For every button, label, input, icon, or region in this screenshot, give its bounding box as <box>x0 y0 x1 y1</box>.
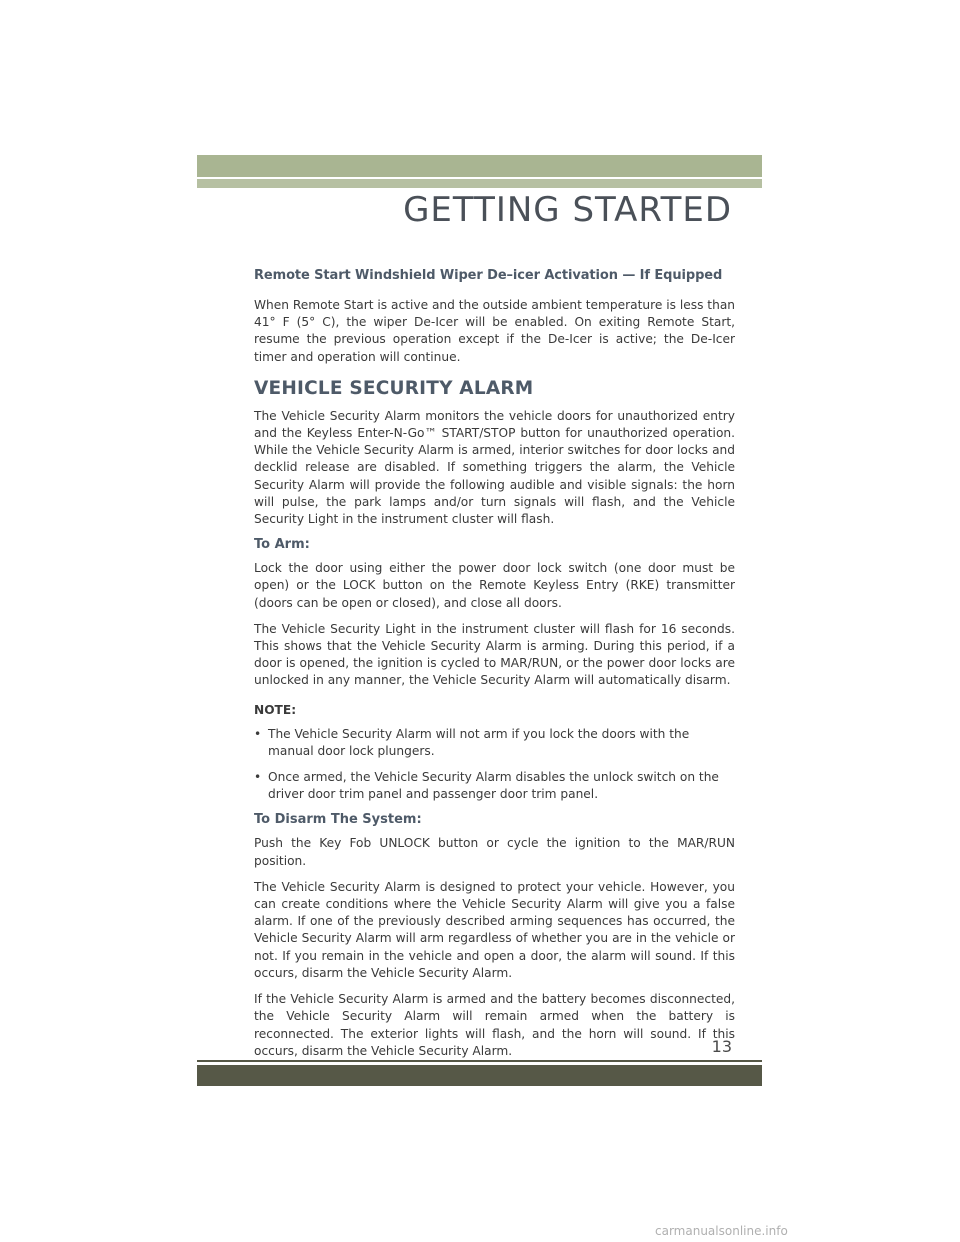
to-disarm-paragraph: The Vehicle Security Alarm is designed to protect your vehicle. However, you can create conditions where the Vehicle Security Alarm will give you a false alarm. If one of the previously described arming sequences has occurred, the Vehicle Security Alarm will arm regardless of whether you are in the vehicle or not. If you remain in the vehicle and open a door, the alarm will sound. If this occurs, disarm the Vehicle Security Alarm. <box>254 879 735 980</box>
watermark: carmanualsonline.info <box>655 1224 788 1238</box>
page-number: 13 <box>711 1037 732 1056</box>
footer-rule <box>197 1060 762 1062</box>
note-item <box>254 769 735 803</box>
bullet-icon: • <box>254 726 262 741</box>
security-alarm-heading: VEHICLE SECURITY ALARM <box>254 377 534 399</box>
header-bar-stripe <box>197 179 762 188</box>
note-item-text: Once armed, the Vehicle Security Alarm disables the unlock switch on the driver door trim panel and passenger door trim panel. <box>268 770 719 802</box>
bullet-icon: • <box>254 770 262 785</box>
page-content <box>254 268 735 1069</box>
to-disarm-paragraph: If the Vehicle Security Alarm is armed and the battery becomes disconnected, the Vehicle Security Alarm will remain armed when the battery is reconnected. The exterior lights will flash, and the horn will sound. If this occurs, disarm the Vehicle Security Alarm. <box>254 992 735 1058</box>
note-item-text: The Vehicle Security Alarm will not arm if you lock the doors with the manual door lock plungers. <box>268 726 690 758</box>
header-bar <box>197 155 762 177</box>
note-label: NOTE: <box>254 702 297 717</box>
security-alarm-body: The Vehicle Security Alarm monitors the vehicle doors for unauthorized entry and the Keyless Enter-N-Go™ START/STOP button for unauthorized operation. While the Vehicle Security Alarm is armed, interior switches for door locks and decklid release are disabled. If something triggers the alarm, the Vehicle Security Alarm will provide the following audible and visible signals: the horn will pulse, the park lamps and/or turn signals will flash, and the Vehicle Security Light in the instrument cluster will flash. <box>254 408 735 527</box>
footer-bar <box>197 1065 762 1086</box>
note-item <box>254 726 735 760</box>
to-arm-paragraph: Lock the door using either the power door lock switch (one door must be open) or the LOCK button on the Remote Keyless Entry (RKE) transmitter (doors can be open or closed), and close all doors. <box>254 561 735 610</box>
to-arm-heading: To Arm: <box>254 537 310 553</box>
note-list <box>254 726 735 804</box>
to-disarm-heading: To Disarm The System: <box>254 812 422 828</box>
remote-start-body: When Remote Start is active and the outside ambient temperature is less than 41° F (5° C), the wiper De-Icer will be enabled. On exiting Remote Start, resume the previous operation except if the De-Icer is active; the De-Icer timer and operation will continue. <box>254 298 736 364</box>
to-disarm-paragraph: Push the Key Fob UNLOCK button or cycle the ignition to the MAR/RUN position. <box>254 836 735 868</box>
remote-start-heading: Remote Start Windshield Wiper De–icer Activation — If Equipped <box>254 268 723 283</box>
section-title: GETTING STARTED <box>403 190 732 230</box>
to-arm-paragraph: The Vehicle Security Light in the instrument cluster will flash for 16 seconds. This shows that the Vehicle Security Alarm is arming. During this period, if a door is opened, the ignition is cycled to MAR/RUN, or the power door locks are unlocked in any manner, the Vehicle Security Alarm will automatically disarm. <box>254 621 735 688</box>
